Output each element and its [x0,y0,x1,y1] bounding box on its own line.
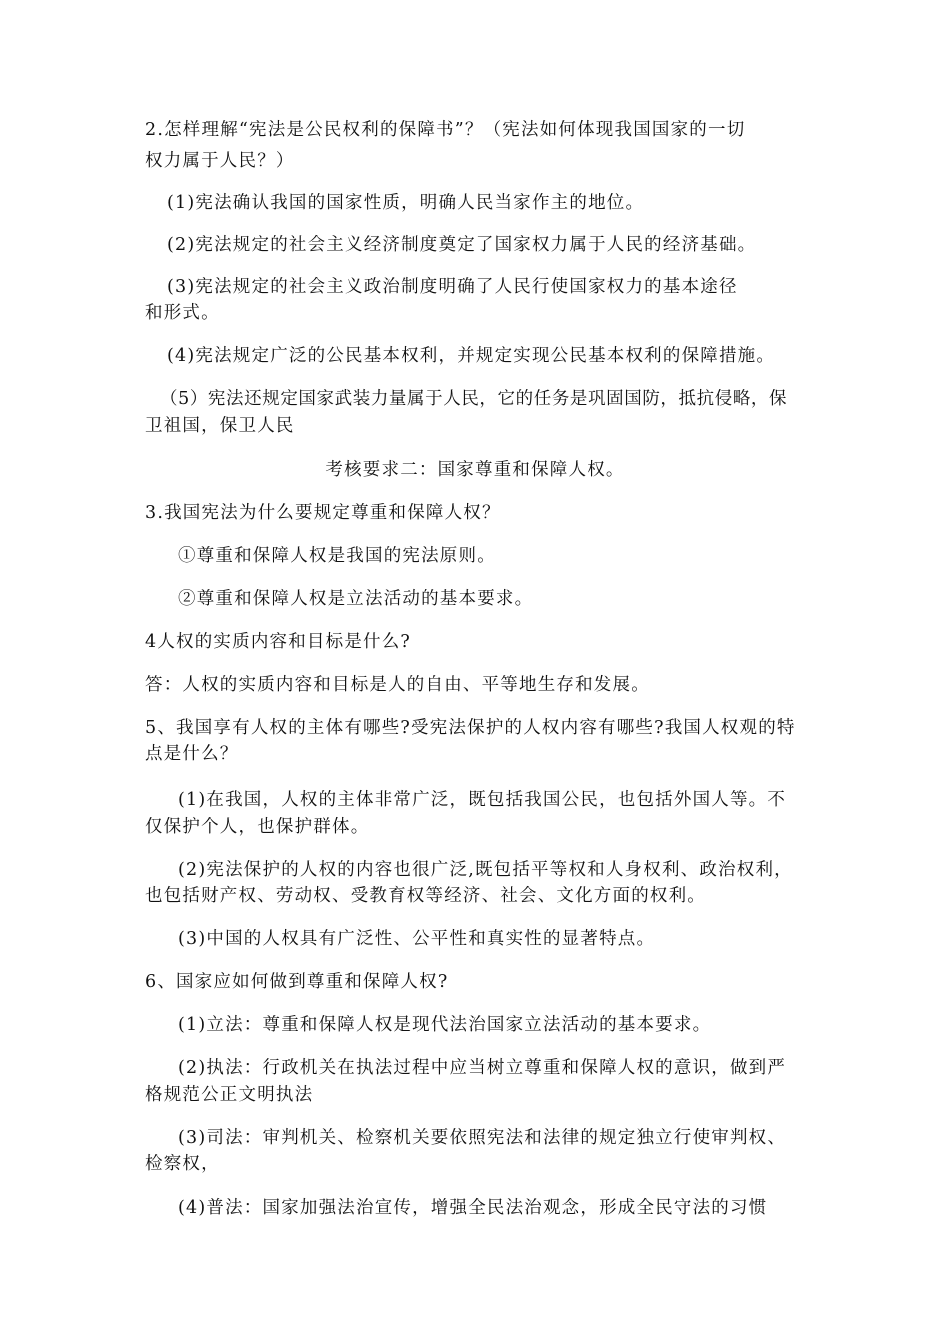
question-2-title-line1: 2.怎样理解“宪法是公民权利的保障书”？（宪法如何体现我国国家的一切 [145,120,746,140]
question-2-point-2: (2)宪法规定的社会主义经济制度奠定了国家权力属于人民的经济基础。 [167,235,757,255]
question-3-answer-1: ①尊重和保障人权是我国的宪法原则。 [178,546,496,566]
question-6-title: 6、国家应如何做到尊重和保障人权? [145,972,449,992]
question-6-point-2-line2: 格规范公正文明执法 [145,1085,314,1105]
question-5-point-1-line1: (1)在我国，人权的主体非常广泛，既包括我国公民，也包括外国人等。不 [178,790,787,810]
question-6-point-3-line1: (3)司法：审判机关、检察机关要依照宪法和法律的规定独立行使审判权、 [178,1128,787,1148]
question-5-point-2-line2: 也包括财产权、劳动权、受教育权等经济、社会、文化方面的权利。 [145,886,706,906]
question-6-point-1: (1)立法：尊重和保障人权是现代法治国家立法活动的基本要求。 [178,1015,712,1035]
question-4-answer: 答：人权的实质内容和目标是人的自由、平等地生存和发展。 [145,675,650,695]
question-3-answer-2: ②尊重和保障人权是立法活动的基本要求。 [178,589,534,609]
question-4-title: 4人权的实质内容和目标是什么? [145,632,412,652]
question-6-point-3-line2: 检察权， [145,1154,220,1174]
question-6-point-2-line1: (2)执法：行政机关在执法过程中应当树立尊重和保障人权的意识，做到严 [178,1058,787,1078]
question-2-point-1: (1)宪法确认我国的国家性质，明确人民当家作主的地位。 [167,193,645,213]
question-5-point-2-line1: (2)宪法保护的人权的内容也很广泛,既包括平等权和人身权利、政治权利， [178,860,793,880]
question-2-point-4: (4)宪法规定广泛的公民基本权利，并规定实现公民基本权利的保障措施。 [167,346,776,366]
question-2-point-5-line2: 卫祖国，保卫人民 [145,416,295,436]
question-5-point-1-line2: 仅保护个人，也保护群体。 [145,817,370,837]
question-2-title-line2: 权力属于人民？） [145,151,295,171]
question-2-point-3-line2: 和形式。 [145,303,220,323]
question-5-title-line1: 5、我国享有人权的主体有哪些?受宪法保护的人权内容有哪些?我国人权观的特 [145,718,796,738]
section-2-heading: 考核要求二：国家尊重和保障人权。 [325,460,625,480]
question-5-title-line2: 点是什么？ [145,744,239,764]
question-2-point-3-line1: (3)宪法规定的社会主义政治制度明确了人民行使国家权力的基本途径 [167,277,738,297]
question-6-point-4: (4)普法：国家加强法治宣传，增强全民法治观念，形成全民守法的习惯 [178,1198,768,1218]
question-2-point-5-line1: （5）宪法还规定国家武装力量属于人民，它的任务是巩固国防，抵抗侵略，保 [160,389,788,409]
question-3-title: 3.我国宪法为什么要规定尊重和保障人权？ [145,503,501,523]
question-5-point-3: (3)中国的人权具有广泛性、公平性和真实性的显著特点。 [178,929,656,949]
